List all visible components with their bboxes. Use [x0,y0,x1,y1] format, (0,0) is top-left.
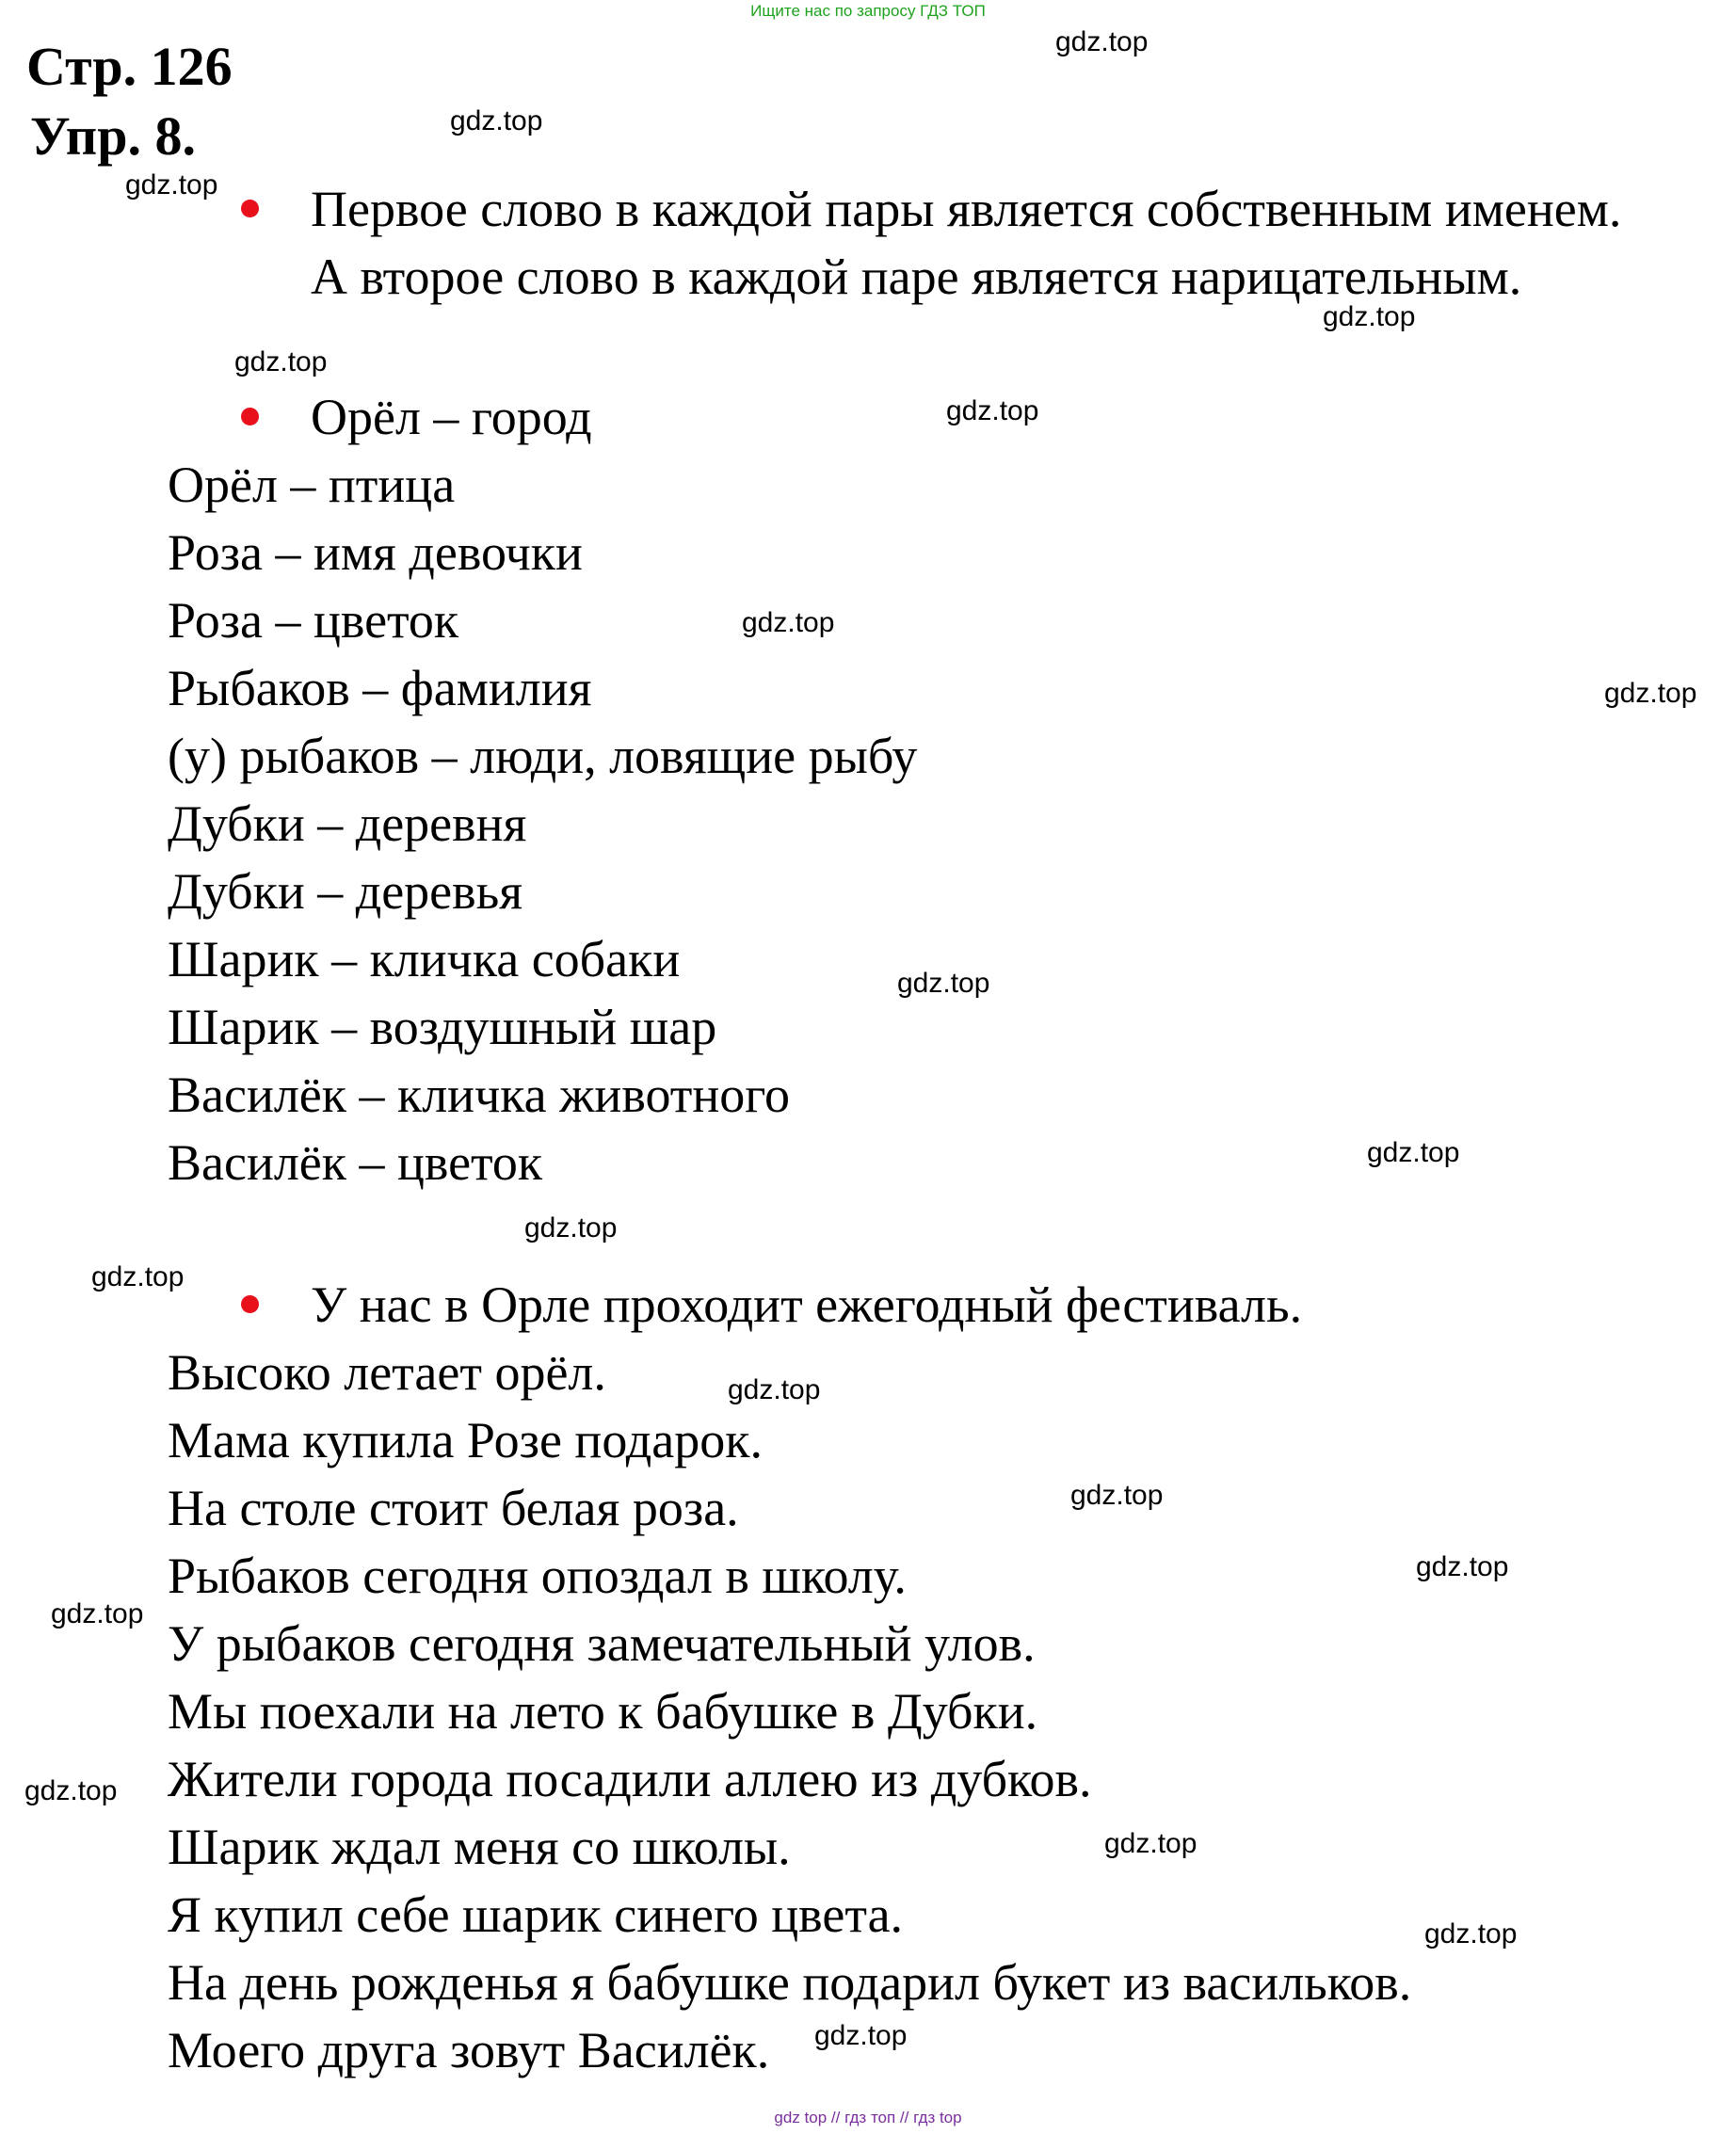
watermark: gdz.top [524,1212,618,1243]
bullet-icon [241,200,259,217]
watermark: gdz.top [1424,1918,1518,1949]
watermark: gdz.top [1323,301,1416,332]
section3-line: Высоко летает орёл. [168,1344,606,1401]
watermark: gdz.top [91,1261,185,1292]
watermark: gdz.top [234,346,328,377]
section2-line: Роза – имя девочки [168,524,583,581]
section3-line: У нас в Орле проходит ежегодный фестиваль. [311,1276,1303,1333]
section1-line: Первое слово в каждой пары является собственным именем. [311,181,1622,237]
section3-line: Шарик ждал меня со школы. [168,1819,791,1875]
watermark: gdz.top [450,105,543,136]
watermark: gdz.top [1416,1551,1509,1582]
watermark: gdz.top [814,2020,908,2051]
section3-line: Рыбаков сегодня опоздал в школу. [168,1548,907,1604]
section2-line: Василёк – цветок [168,1134,543,1191]
section2-line: Дубки – деревья [168,863,523,920]
watermark: gdz.top [742,607,835,638]
exercise-title: Упр. 8. [30,105,196,167]
watermark: gdz.top [1604,678,1697,709]
section3-line: На день рожденья я бабушке подарил букет из васильков. [168,1954,1412,2011]
section1-line: А второе слово в каждой паре является нарицательным. [311,249,1522,305]
section3-line: Моего друга зовут Василёк. [168,2022,770,2078]
bullet-icon [241,1295,259,1313]
bottom-banner: gdz top // гдз топ // гдз top [774,2109,962,2126]
section3-line: Я купил себе шарик синего цвета. [168,1886,904,1943]
section2-line: Орёл – город [311,389,592,445]
watermark: gdz.top [728,1374,821,1405]
watermark: gdz.top [24,1775,118,1806]
section3-line: Жители города посадили аллею из дубков. [168,1751,1092,1807]
section3-line: Мама купила Розе подарок. [168,1412,763,1468]
section3-line: У рыбаков сегодня замечательный улов. [168,1615,1036,1672]
watermark: gdz.top [1367,1137,1460,1168]
bullet-icon [241,408,259,425]
watermark: gdz.top [946,395,1039,426]
section2-line: Орёл – птица [168,457,456,513]
section3-line: На столе стоит белая роза. [168,1480,739,1536]
section2-line: Дубки – деревня [168,795,527,852]
watermark: gdz.top [1104,1828,1198,1859]
watermark: gdz.top [1070,1480,1164,1511]
watermark: gdz.top [51,1598,144,1629]
section2-line: Василёк – кличка животного [168,1067,791,1123]
section2-line: Роза – цветок [168,592,459,649]
page-title: Стр. 126 [26,36,233,97]
section2-line: (у) рыбаков – люди, ловящие рыбу [168,728,918,784]
watermark: gdz.top [1055,26,1149,57]
section2-line: Шарик – кличка собаки [168,931,681,987]
section3-line: Мы поехали на лето к бабушке в Дубки. [168,1683,1038,1740]
watermark: gdz.top [125,169,218,201]
section2-line: Рыбаков – фамилия [168,660,592,716]
top-banner: Ищите нас по запросу ГДЗ ТОП [750,2,986,20]
section2-line: Шарик – воздушный шар [168,999,717,1055]
watermark: gdz.top [897,968,990,999]
